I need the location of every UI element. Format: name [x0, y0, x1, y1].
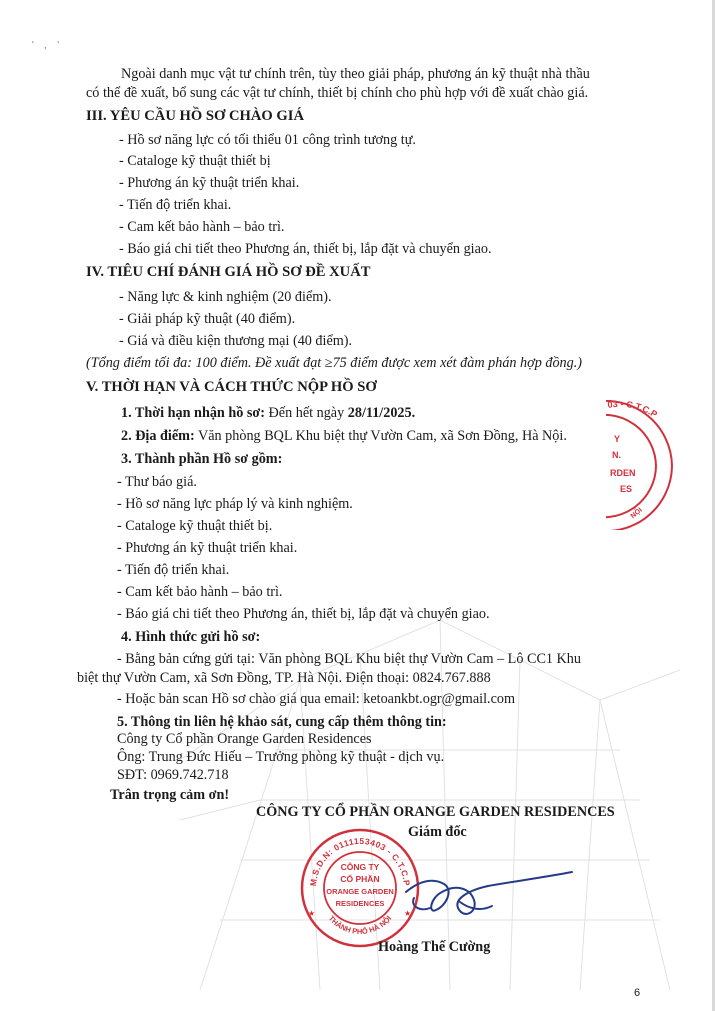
component-item: - Báo giá chi tiết theo Phương án, thiết bị, lắp đặt và chuyển giao. [117, 606, 490, 622]
location-text: Văn phòng BQL Khu biệt thự Vườn Cam, xã Sơn Đồng, Hà Nội. [194, 428, 567, 444]
partial-stamp-d: ES [620, 484, 633, 494]
partial-stamp-b: N. [612, 450, 621, 460]
stamp-star-icon: ★ [308, 909, 316, 918]
component-item: - Tiến độ triển khai. [117, 562, 230, 578]
submission-heading: 4. Hình thức gửi hồ sơ: [121, 629, 261, 645]
scan-specks: ' , ' [32, 40, 64, 51]
stamp-bottom-text: THÀNH PHỐ HÀ NỘI [326, 913, 394, 937]
component-item: - Cataloge kỹ thuật thiết bị. [117, 518, 273, 534]
section-5-heading: V. THỜI HẠN VÀ CÁCH THỨC NỘP HỒ SƠ [86, 379, 377, 395]
intro-line-2: có thể đề xuất, bổ sung các vật tư chính, thiết bị chính cho phù hợp với đề xuất chào giá. [86, 85, 589, 101]
section-4-item: - Năng lực & kinh nghiệm (20 điểm). [119, 289, 332, 305]
contact-person: Ông: Trung Đức Hiếu – Trưởng phòng kỹ thuật - dịch vụ. [117, 749, 445, 765]
signer-role: Giám đốc [408, 824, 467, 840]
partial-stamp-c: RDEN [610, 468, 636, 478]
intro-line-1: Ngoài danh mục vật tư chính trên, tùy theo giải pháp, phương án kỹ thuật nhà thầu [121, 66, 590, 82]
section-4-item: - Giải pháp kỹ thuật (40 điểm). [119, 311, 296, 327]
component-item: - Hồ sơ năng lực pháp lý và kinh nghiệm. [117, 496, 353, 512]
stamp-line-2: CỔ PHẦN [340, 874, 380, 884]
section-4-item: - Giá và điều kiện thương mại (40 điểm). [119, 333, 353, 349]
partial-stamp [606, 400, 682, 530]
partial-stamp-a: Y [614, 434, 621, 444]
contact-company: Công ty Cổ phần Orange Garden Residences [117, 731, 372, 747]
deadline-text: Đến hết ngày [265, 405, 348, 421]
section-3-item: - Tiến độ triển khai. [119, 197, 232, 213]
handwritten-signature [400, 862, 600, 924]
location-line [121, 427, 567, 445]
submission-hard-line-2: biệt thự Vườn Cam, xã Sơn Đồng, TP. Hà Nội. Điện thoại: 0824.767.888 [77, 670, 491, 686]
svg-text:THÀNH PHỐ HÀ NỘI [327, 914, 394, 936]
stamp-line-4: RESIDENCES [335, 899, 385, 908]
section-4-heading: IV. TIÊU CHÍ ĐÁNH GIÁ HỒ SƠ ĐỀ XUẤT [86, 264, 371, 280]
components-heading: 3. Thành phần Hồ sơ gồm: [121, 451, 283, 467]
partial-stamp-ring: 03 - C.T.C.P [606, 400, 660, 420]
stamp-ring-text: M.S.D.N: 0111153403 - C.T.C.P [307, 835, 413, 887]
section-3-item: - Hồ sơ năng lực có tối thiểu 01 công trình tương tự. [119, 132, 416, 148]
section-3-item: - Cataloge kỹ thuật thiết bị [119, 153, 271, 169]
building-watermark [180, 560, 680, 1000]
contact-phone: SĐT: 0969.742.718 [117, 767, 229, 783]
component-item: - Cam kết bảo hành – bảo trì. [117, 584, 283, 600]
partial-stamp-bottom: NỘI [629, 506, 644, 521]
deadline-date: 28/11/2025. [347, 405, 416, 421]
section-3-item: - Phương án kỹ thuật triển khai. [119, 175, 300, 191]
component-item: - Phương án kỹ thuật triển khai. [117, 540, 298, 556]
closing-line: Trân trọng cảm ơn! [110, 787, 230, 803]
section-3-item: - Cam kết bảo hành – bảo trì. [119, 219, 285, 235]
signer-name: Hoàng Thế Cường [378, 939, 491, 955]
company-signature-title: CÔNG TY CỔ PHẦN ORANGE GARDEN RESIDENCES [256, 804, 615, 820]
location-label: 2. Địa điểm: [121, 428, 195, 444]
deadline-label: 1. Thời hạn nhận hồ sơ: [121, 405, 265, 421]
section-3-heading: III. YÊU CẦU HỒ SƠ CHÀO GIÁ [86, 108, 304, 124]
contact-heading: 5. Thông tin liên hệ khảo sát, cung cấp thêm thông tin: [117, 714, 447, 730]
stamp-star-icon: ★ [404, 909, 412, 918]
deadline-line [121, 404, 415, 422]
page-number: 6 [634, 987, 641, 999]
submission-scan-line: - Hoặc bản scan Hồ sơ chào giá qua email: ketoankbt.ogr@gmail.com [117, 691, 515, 707]
component-item: - Thư báo giá. [117, 474, 197, 490]
section-3-item: - Báo giá chi tiết theo Phương án, thiết bị, lắp đặt và chuyển giao. [119, 241, 492, 257]
section-4-note: (Tổng điểm tối đa: 100 điểm. Đề xuất đạt ≥75 điểm được xem xét đàm phán hợp đồng.) [86, 355, 583, 371]
stamp-line-1: CÔNG TY [340, 862, 380, 872]
submission-hard-line-1: - Bằng bản cứng gửi tại: Văn phòng BQL Khu biệt thự Vườn Cam – Lô CC1 Khu [117, 651, 581, 667]
stamp-line-3: ORANGE GARDEN [326, 887, 394, 896]
